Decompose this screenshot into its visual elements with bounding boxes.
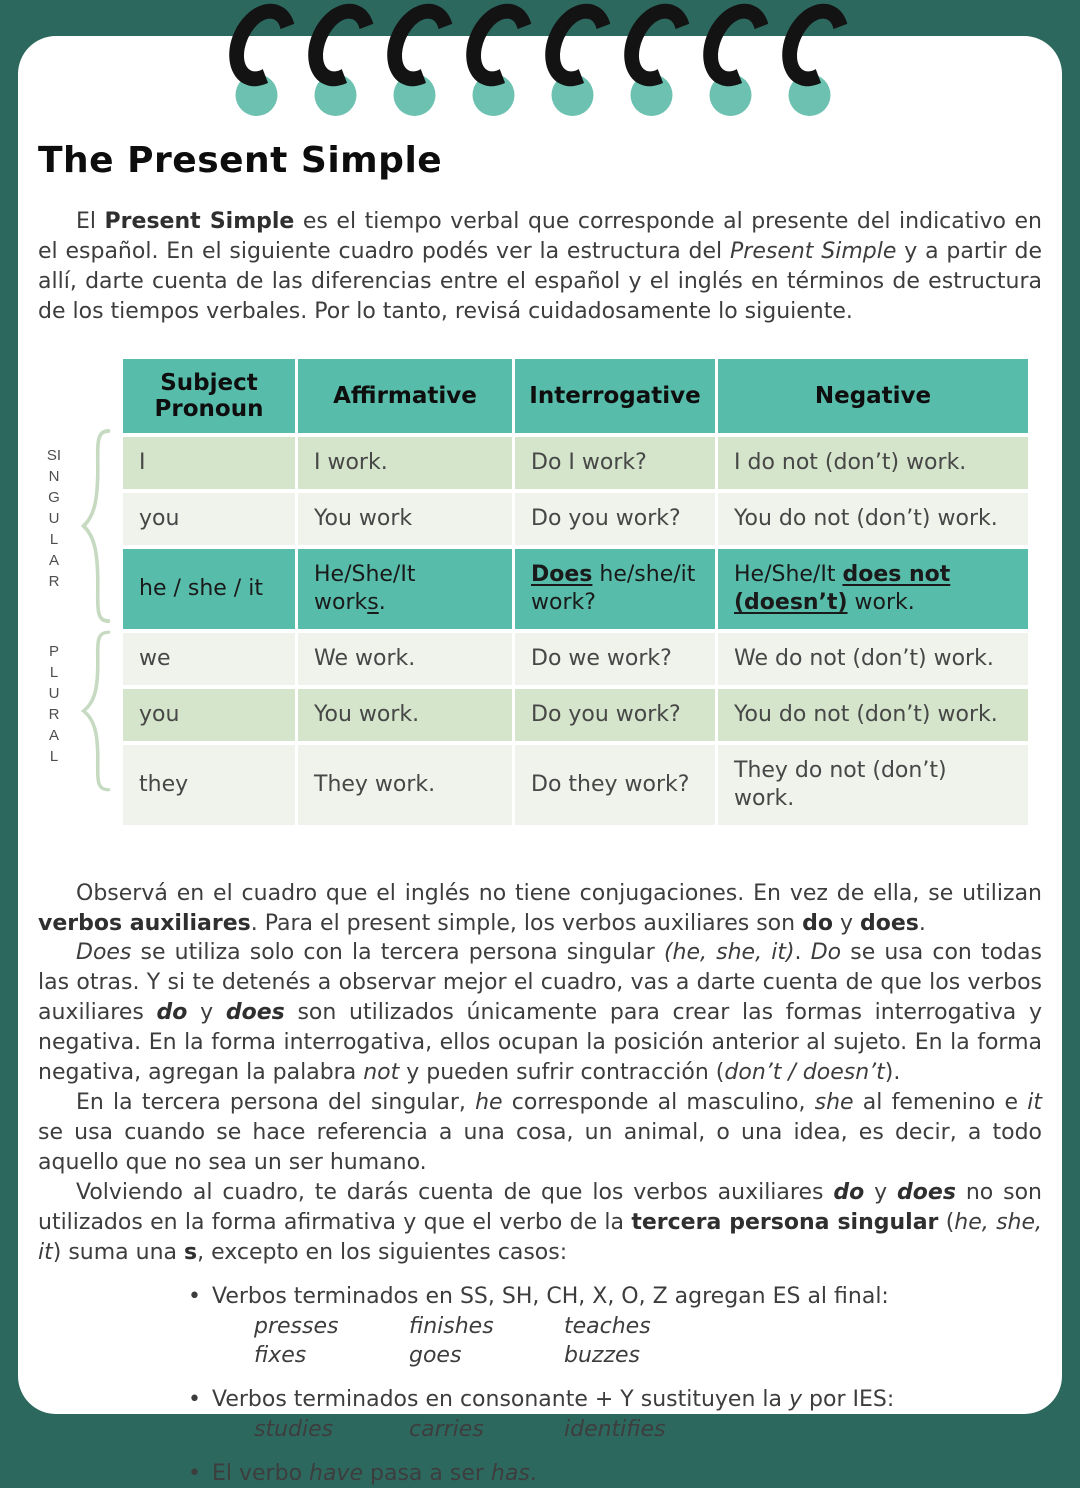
paragraph-affirmative-s: Volviendo al cuadro, te darás cuenta de que los verbos auxiliares do y does no son utilizados en la forma afirmativa y que el verbo de la tercera persona singular (he, she, it) suma una s, excepto en los siguientes casos: <box>38 1179 1043 1265</box>
cell-affirmative: You work. <box>298 689 512 741</box>
spiral-binding <box>230 0 851 118</box>
column-header-negative: Negative <box>718 359 1028 433</box>
cell-interrogative: Do I work? <box>515 437 715 489</box>
table-row-third-person-highlighted <box>123 549 1028 629</box>
ring-hook <box>770 0 862 97</box>
bullet-item-ies-ending <box>184 1386 1042 1444</box>
worksheet-page <box>18 36 1062 1486</box>
cell-pronoun: we <box>123 633 295 685</box>
bullet-text: • Verbos terminados en consonante + Y sustituyen la y por IES: <box>212 1387 895 1412</box>
ring-hook <box>296 0 388 97</box>
bullet-item-have-has <box>184 1460 1042 1488</box>
explanation-text-block <box>38 879 1042 1268</box>
conjugation-table <box>120 355 1031 829</box>
example-word: presses <box>254 1314 339 1339</box>
binder-ring-icon <box>704 0 772 118</box>
column-header-interrogative: Interrogative <box>515 359 715 433</box>
table-row <box>123 689 1028 741</box>
cell-interrogative: Does he/she/it work? <box>515 549 715 629</box>
singular-brace-icon <box>80 427 112 625</box>
table-row <box>123 633 1028 685</box>
cell-negative: They do not (don’t) work. <box>718 745 1028 825</box>
cell-affirmative: He/She/It works. <box>298 549 512 629</box>
conjugation-table-section <box>38 355 1042 829</box>
cell-affirmative: I work. <box>298 437 512 489</box>
cell-negative: I do not (don’t) work. <box>718 437 1028 489</box>
example-row <box>254 1312 1042 1341</box>
cell-affirmative: They work. <box>298 745 512 825</box>
bullet-item-es-ending <box>184 1283 1042 1370</box>
ring-hook <box>454 0 546 97</box>
example-word: carries <box>409 1416 484 1442</box>
example-word: fixes <box>254 1343 307 1368</box>
cell-interrogative: Do we work? <box>515 633 715 685</box>
table-row <box>123 437 1028 489</box>
ring-hook <box>612 0 704 97</box>
plural-brace-icon <box>80 629 112 793</box>
paragraph-does-usage: Does se utiliza solo con la tercera persona singular (he, she, it). Do se usa con todas las otras. Y si te detenés a observar mejor el cuadro, vas a darte cuenta de que los verbos auxiliares do y does son utilizados únicamente para crear las formas interrogativa y negativa. En la forma interrogativa, ellos ocupan la posición anterior al sujeto. En la forma negativa, agregan la palabra not y pueden sufrir contracción (don’t / doesn’t). <box>38 940 1043 1086</box>
binder-ring-icon <box>309 0 377 118</box>
cell-affirmative: You work <box>298 493 512 545</box>
bullet-text: • Verbos terminados en SS, SH, CH, X, O, Z agregan ES al final: <box>212 1284 889 1310</box>
ring-hook <box>691 0 783 97</box>
cell-pronoun: they <box>123 745 295 825</box>
ring-hook <box>217 0 309 97</box>
table-row <box>123 745 1028 825</box>
ring-hook <box>533 0 625 97</box>
cell-negative: You do not (don’t) work. <box>718 689 1028 741</box>
column-header-subject-pronoun: Subject Pronoun <box>123 359 295 433</box>
binder-ring-icon <box>783 0 851 118</box>
binder-ring-icon <box>625 0 693 118</box>
group-label-singular: SINGULAR <box>46 446 62 590</box>
cell-interrogative: Do you work? <box>515 493 715 545</box>
intro-paragraph: El Present Simple es el tiempo verbal que corresponde al presente del indicativo en el español. En el siguiente cuadro podés ver la estructura del Present Simple y a partir de allí, darte cuenta de las diferencias entre el español y el inglés en términos de estructura de los tiempos verbales. Por lo tanto, revisá cuidadosamente lo siguiente. <box>38 209 1043 324</box>
example-row <box>254 1415 1042 1444</box>
group-label-plural: PLURAL <box>48 642 60 765</box>
cell-negative: You do not (don’t) work. <box>718 493 1028 545</box>
cell-negative: He/She/It does not (doesn’t) work. <box>718 549 1028 629</box>
column-header-affirmative: Affirmative <box>298 359 512 433</box>
binder-ring-icon <box>546 0 614 118</box>
cell-pronoun: he / she / it <box>123 549 295 629</box>
paragraph-auxiliaries: Observá en el cuadro que el inglés no tiene conjugaciones. En vez de ella, se utilizan verbos auxiliares. Para el present simple, los verbos auxiliares son do y does. <box>38 880 1042 936</box>
cell-negative: We do not (don’t) work. <box>718 633 1028 685</box>
binder-ring-icon <box>388 0 456 118</box>
binder-ring-icon <box>467 0 535 118</box>
example-word: studies <box>254 1416 334 1442</box>
exception-rules-list <box>38 1283 1042 1488</box>
cell-pronoun: I <box>123 437 295 489</box>
example-word: goes <box>409 1343 462 1368</box>
page-title: The Present Simple <box>38 140 443 181</box>
bullet-text: • El verbo have pasa a ser has. <box>212 1460 537 1486</box>
cell-interrogative: Do you work? <box>515 689 715 741</box>
example-word: buzzes <box>564 1343 641 1368</box>
cell-pronoun: you <box>123 493 295 545</box>
paragraph-third-person: En la tercera persona del singular, he corresponde al masculino, she al femenino e it se usa cuando se hace referencia a una cosa, un animal, o una idea, es decir, a todo aquello que no sea un ser humano. <box>38 1089 1042 1175</box>
table-header-row <box>123 359 1028 433</box>
cell-pronoun: you <box>123 689 295 741</box>
example-word: identifies <box>564 1416 666 1442</box>
cell-affirmative: We work. <box>298 633 512 685</box>
example-word: finishes <box>409 1314 494 1339</box>
cell-interrogative: Do they work? <box>515 745 715 825</box>
binder-ring-icon <box>230 0 298 118</box>
example-word: teaches <box>564 1314 651 1339</box>
example-row <box>254 1341 1042 1370</box>
ring-hook <box>375 0 467 97</box>
table-row <box>123 493 1028 545</box>
